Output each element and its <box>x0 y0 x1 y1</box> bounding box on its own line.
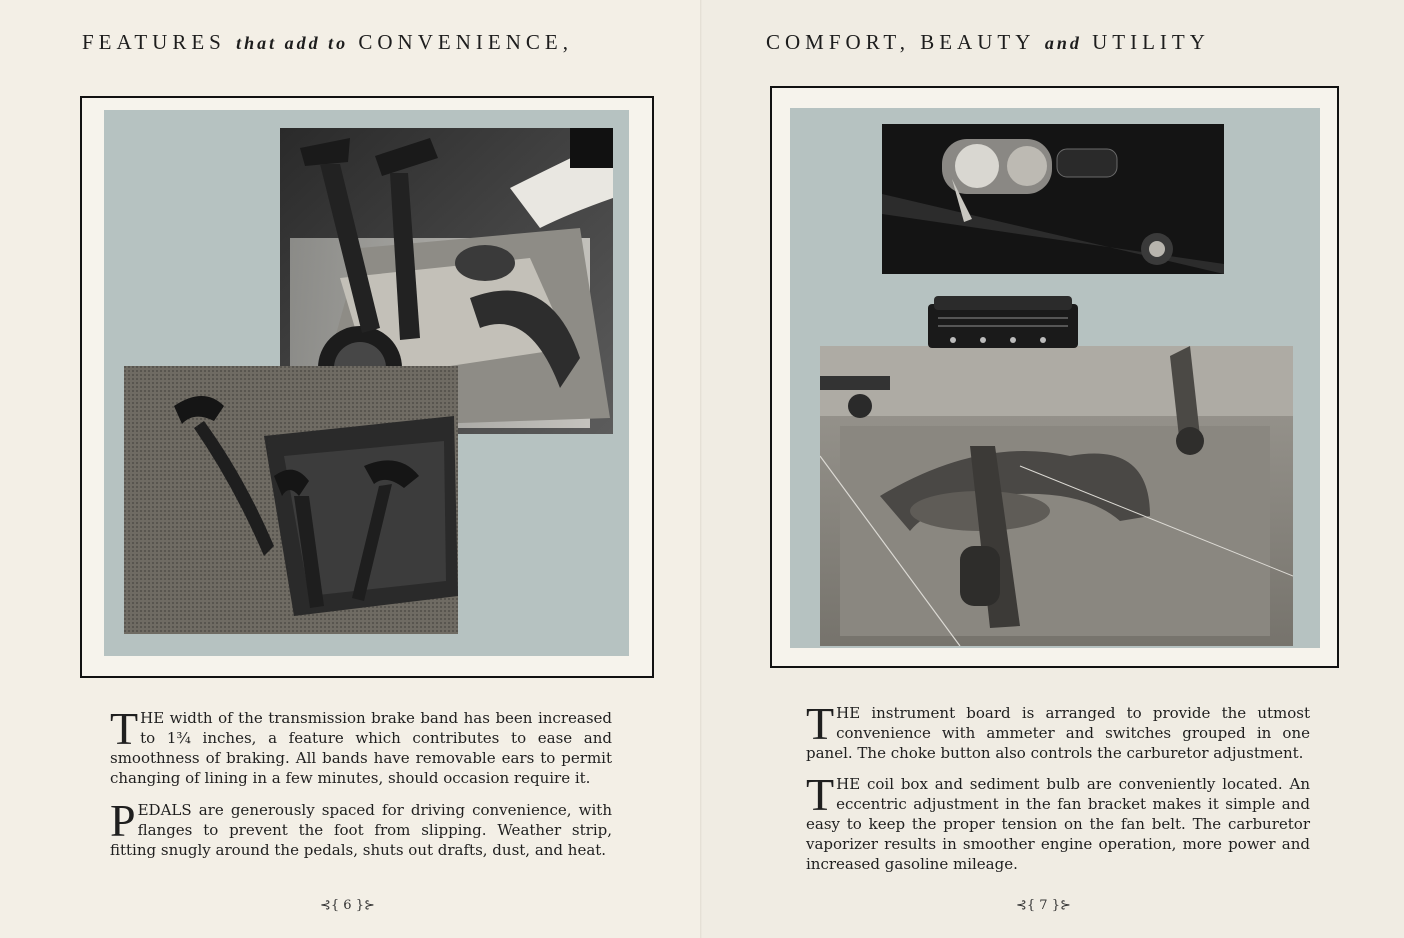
heading-part: FEATURES <box>82 30 226 54</box>
instrument-board-photo <box>882 124 1224 274</box>
heading-italic-part: and <box>1044 33 1082 53</box>
drop-cap: P <box>110 795 136 846</box>
heading-part: COMFORT, BEAUTY <box>766 30 1035 54</box>
pedals-photo-frame <box>80 96 654 678</box>
engine-photo-frame <box>770 86 1339 668</box>
paragraph-text: EDALS are generously spaced for driving convenience, with flanges to prevent the foot from slipping. Weather strip, fitting snugly around the pedals, shuts out drafts, dust, and heat. <box>110 801 612 859</box>
coil-box-paragraph <box>806 769 1310 874</box>
engine-photo <box>820 346 1293 646</box>
paragraph-text: HE instrument board is arranged to provide the utmost convenience with ammeter and switches grouped in one panel. The choke button also controls the carburetor adjustment. <box>806 704 1310 762</box>
page-number: ⊰{ 7 }⊱ <box>1016 898 1071 913</box>
heading-part: CONVENIENCE, <box>358 30 573 54</box>
page-number: ⊰{ 6 }⊱ <box>320 898 375 913</box>
paragraph-text: HE coil box and sediment bulb are conveniently located. An eccentric adjustment in the fan bracket makes it simple and easy to keep the proper tension on the fan belt. The carburetor vaporizer results in smoother engine operation, more power and increased gasoline mileage. <box>806 775 1310 873</box>
coil-box-photo <box>928 296 1078 354</box>
pedals-paragraph <box>110 795 612 860</box>
floor-pedals-photo <box>124 366 458 634</box>
brake-band-paragraph <box>110 703 612 788</box>
instrument-board-paragraph <box>806 698 1310 763</box>
drop-cap: T <box>806 698 835 749</box>
left-page-heading <box>82 30 573 55</box>
drop-cap: T <box>110 703 139 754</box>
drop-cap: T <box>806 769 835 820</box>
right-page <box>702 0 1404 938</box>
heading-italic-part: that add to <box>236 33 349 53</box>
heading-part: UTILITY <box>1092 30 1210 54</box>
right-page-heading <box>766 30 1210 55</box>
paragraph-text: HE width of the transmission brake band has been increased to 1¾ inches, a feature which contributes to ease and smoothness of braking. All bands have removable ears to permit changing of lining in a few minutes, should occasion require it. <box>110 709 612 787</box>
